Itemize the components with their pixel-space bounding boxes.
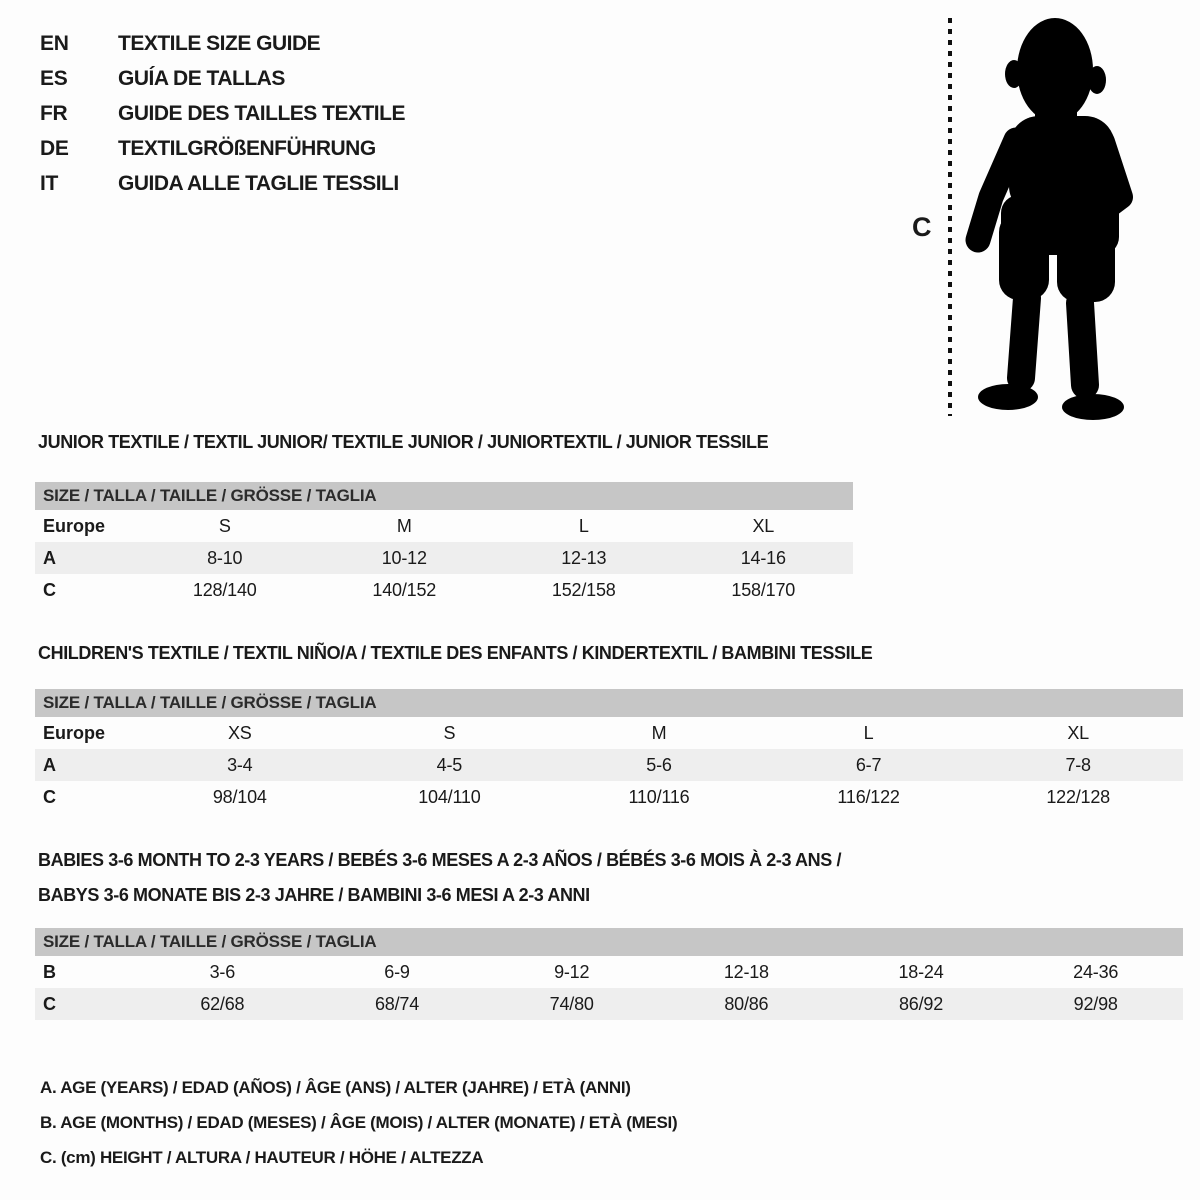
- table-cell: XS: [227, 722, 252, 743]
- size-table-header: SIZE / TALLA / TAILLE / GRÖSSE / TAGLIA: [35, 928, 1183, 956]
- junior-section-title: JUNIOR TEXTILE / TEXTIL JUNIOR/ TEXTILE JUNIOR / JUNIORTEXTIL / JUNIOR TESSILE: [38, 432, 769, 452]
- language-title: GUIDE DES TAILLES TEXTILE: [118, 101, 405, 125]
- table-cell: 6-9: [384, 961, 410, 982]
- table-cell: M: [651, 722, 667, 743]
- babies-table-body: [35, 956, 1183, 1020]
- table-cell: 92/98: [1073, 993, 1118, 1014]
- row-label: C: [43, 579, 56, 600]
- table-cell: 152/158: [551, 579, 616, 600]
- table-cell: 14-16: [740, 547, 786, 568]
- toddler-silhouette-icon: [961, 12, 1141, 422]
- babies-size-table: [35, 928, 1183, 1020]
- junior-size-table: [35, 482, 853, 606]
- table-cell: 3-4: [227, 754, 253, 775]
- table-cell: 3-6: [209, 961, 236, 982]
- language-code: FR: [40, 101, 68, 125]
- junior-table-body: [35, 510, 853, 606]
- table-cell: 4-5: [436, 754, 463, 775]
- babies-title-line2: BABYS 3-6 MONATE BIS 2-3 JAHRE / BAMBINI 3-6 MESI A 2-3 ANNI: [38, 885, 590, 905]
- table-cell: 12-13: [561, 547, 607, 568]
- size-table-header: SIZE / TALLA / TAILLE / GRÖSSE / TAGLIA: [35, 689, 1183, 717]
- table-cell: 10-12: [381, 547, 427, 568]
- language-row: [40, 26, 405, 61]
- table-cell: 5-6: [646, 754, 672, 775]
- table-cell: XL: [752, 515, 775, 536]
- language-code: DE: [40, 136, 69, 160]
- table-row: [35, 988, 1183, 1020]
- table-cell: 140/152: [372, 579, 437, 600]
- size-table-header: SIZE / TALLA / TAILLE / GRÖSSE / TAGLIA: [35, 482, 853, 510]
- table-cell: 104/110: [418, 786, 481, 807]
- language-title: TEXTILE SIZE GUIDE: [118, 31, 321, 55]
- row-label: C: [43, 993, 56, 1014]
- table-cell: S: [443, 722, 456, 743]
- table-row: [35, 781, 1183, 813]
- language-row: [40, 61, 405, 96]
- table-cell: 116/122: [837, 786, 900, 807]
- language-row: [40, 131, 405, 166]
- table-row: [35, 542, 853, 574]
- table-cell: 122/128: [1046, 786, 1110, 807]
- row-label: Europe: [43, 515, 106, 536]
- legend: [40, 1070, 677, 1175]
- table-cell: 158/170: [731, 579, 796, 600]
- children-table-body: [35, 717, 1183, 813]
- language-code: EN: [40, 31, 69, 55]
- row-label: Europe: [43, 722, 106, 743]
- table-row: [35, 956, 1183, 988]
- table-row: [35, 574, 853, 606]
- table-cell: 74/80: [549, 993, 594, 1014]
- language-code: IT: [40, 171, 59, 195]
- language-title: TEXTILGRÖßENFÜHRUNG: [118, 136, 376, 160]
- table-row: [35, 717, 1183, 749]
- table-row: [35, 749, 1183, 781]
- language-row: [40, 96, 405, 131]
- table-cell: 18-24: [898, 961, 944, 982]
- table-cell: 110/116: [628, 786, 690, 807]
- table-cell: S: [218, 515, 231, 536]
- babies-title-line1: BABIES 3-6 MONTH TO 2-3 YEARS / BEBÉS 3-6 MESES A 2-3 AÑOS / BÉBÉS 3-6 MOIS À 2-3 ANS /: [38, 850, 842, 870]
- children-size-table: [35, 689, 1183, 813]
- table-cell: 8-10: [207, 547, 243, 568]
- children-section-title: CHILDREN'S TEXTILE / TEXTIL NIÑO/A / TEXTILE DES ENFANTS / KINDERTEXTIL / BAMBINI TESSILE: [38, 643, 873, 663]
- row-label: A: [43, 547, 56, 568]
- table-cell: 98/104: [212, 786, 267, 807]
- row-label: C: [43, 786, 56, 807]
- language-code: ES: [40, 66, 68, 90]
- height-marker-label: C: [912, 212, 932, 242]
- table-row: [35, 510, 853, 542]
- table-cell: 62/68: [200, 993, 245, 1014]
- table-cell: 68/74: [374, 993, 420, 1014]
- table-cell: 7-8: [1065, 754, 1091, 775]
- table-cell: XL: [1067, 722, 1089, 743]
- row-label: A: [43, 754, 56, 775]
- height-measure-dashed-line: [948, 18, 952, 416]
- language-title: GUIDA ALLE TAGLIE TESSILI: [118, 171, 399, 195]
- language-title: GUÍA DE TALLAS: [118, 66, 285, 90]
- language-row: [40, 166, 405, 201]
- table-cell: 9-12: [554, 961, 590, 982]
- table-cell: L: [578, 515, 589, 536]
- table-cell: 24-36: [1073, 961, 1119, 982]
- legend-line-height: C. (cm) HEIGHT / ALTURA / HAUTEUR / HÖHE / ALTEZZA: [40, 1148, 484, 1167]
- table-cell: 12-18: [723, 961, 769, 982]
- table-cell: M: [396, 515, 412, 536]
- row-label: B: [43, 961, 56, 982]
- language-list: [40, 26, 405, 201]
- legend-line-age-years: A. AGE (YEARS) / EDAD (AÑOS) / ÂGE (ANS) / ALTER (JAHRE) / ETÀ (ANNI): [40, 1078, 631, 1097]
- babies-section-title: [38, 843, 841, 913]
- table-cell: L: [863, 722, 874, 743]
- table-cell: 80/86: [724, 993, 769, 1014]
- legend-line-age-months: B. AGE (MONTHS) / EDAD (MESES) / ÂGE (MOIS) / ALTER (MONATE) / ETÀ (MESI): [40, 1113, 678, 1132]
- table-cell: 128/140: [192, 579, 257, 600]
- table-cell: 86/92: [899, 993, 944, 1014]
- table-cell: 6-7: [855, 754, 882, 775]
